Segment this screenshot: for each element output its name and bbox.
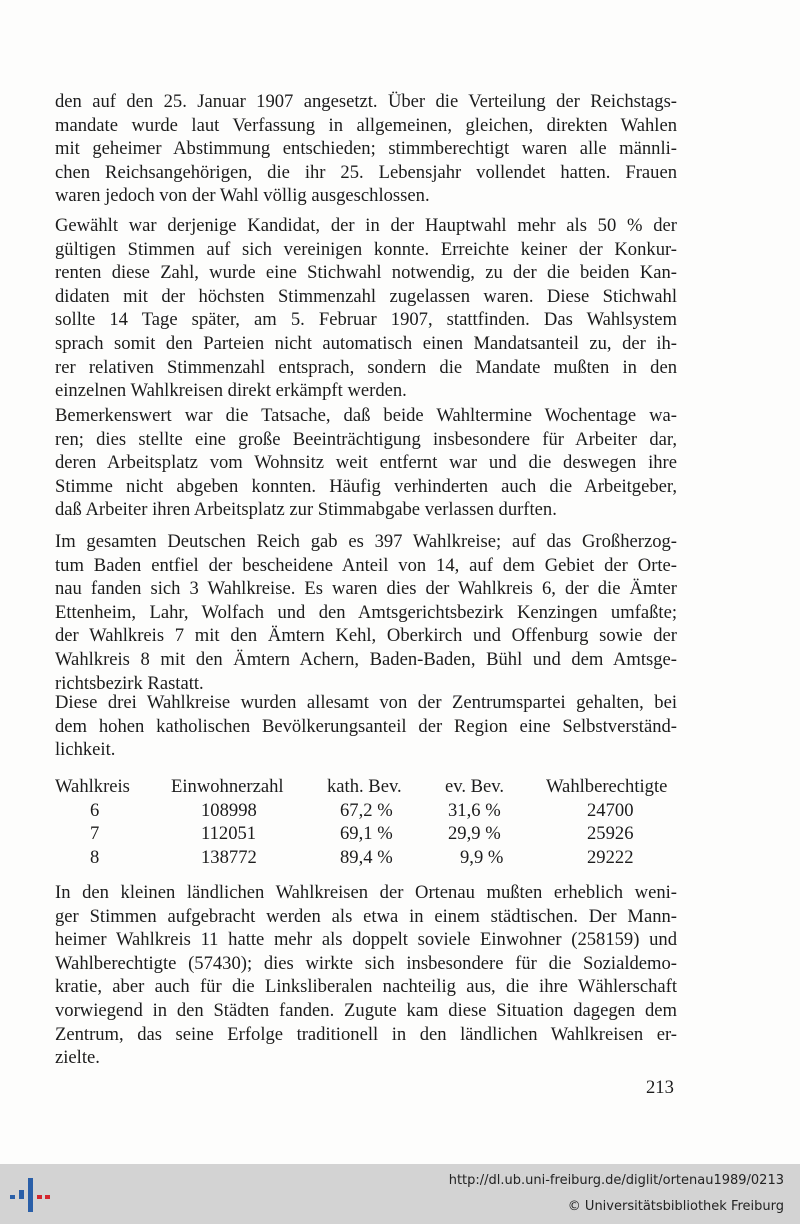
text-line: richtsbezirk Rastatt.	[55, 672, 204, 694]
table-cell: 25926	[587, 823, 634, 845]
paragraph-3	[55, 404, 677, 522]
text-line: Wahlkreis 8 mit den Ämtern Achern, Baden-Baden, Bühl und dem Amtsge-	[55, 648, 677, 670]
table-cell: 9,9 %	[460, 846, 504, 868]
text-line: Zentrum, das seine Erfolge traditionell in den ländlichen Wahlkreisen er-	[55, 1023, 677, 1045]
text-line: waren jedoch von der Wahl völlig ausgeschlossen.	[55, 185, 430, 207]
text-line: gültigen Stimmen auf sich vereinigen konnte. Erreichte keiner der Konkur-	[55, 238, 677, 260]
text-line: mandate wurde laut Verfassung in allgemeinen, gleichen, direkten Wahlen	[55, 114, 677, 136]
table-header-cell: Wahlkreis	[55, 776, 130, 797]
paragraph-5	[55, 691, 677, 762]
text-line: den auf den 25. Januar 1907 angesetzt. Über die Verteilung der Reichstags-	[55, 91, 677, 112]
text-line: Wahlberechtigte (57430); dies wirkte sich insbesondere für die Sozialdemo-	[55, 952, 677, 974]
table-cell: 89,4 %	[340, 846, 393, 868]
paragraph-2	[55, 214, 677, 403]
table-cell: 138772	[201, 846, 257, 868]
text-line: didaten mit der höchsten Stimmenzahl zugelassen waren. Diese Stichwahl	[55, 285, 677, 307]
table-cell: 112051	[201, 823, 257, 845]
text-line: vorwiegend in den Städten fanden. Zugute kam diese Situation dagegen dem	[55, 999, 677, 1021]
text-line: nau fanden sich 3 Wahlkreise. Es waren dies der Wahlkreis 6, der die Ämter	[55, 578, 677, 600]
table-cell: 8	[90, 846, 100, 868]
text-line: daß Arbeiter ihren Arbeitsplatz zur Stimmabgabe verlassen durften.	[55, 499, 557, 521]
page-number: 213	[646, 1077, 674, 1098]
text-line: ren; dies stellte eine große Beeinträchtigung insbesondere für Arbeiter dar,	[55, 428, 677, 450]
text-line: heimer Wahlkreis 11 hatte mehr als doppelt soviele Einwohner (258159) und	[55, 929, 677, 951]
text-line: ger Stimmen aufgebracht werden als etwa in einem städtischen. Der Mann-	[55, 905, 677, 927]
text-line: rer relativen Stimmenzahl entsprach, sondern die Mandate mußten in den	[55, 356, 677, 378]
text-line: Im gesamten Deutschen Reich gab es 397 Wahlkreise; auf das Großherzog-	[55, 531, 677, 552]
text-line: mit geheimer Abstimmung entschieden; stimmberechtigt waren alle männli-	[55, 138, 677, 160]
paragraph-1	[55, 90, 677, 208]
text-line: einzelnen Wahlkreisen direkt erkämpft werden.	[55, 380, 407, 402]
table-cell: 31,6 %	[448, 799, 501, 821]
table-cell: 7	[90, 823, 100, 845]
table-cell: 6	[90, 799, 100, 821]
text-line: deren Arbeitsplatz vom Wohnsitz weit entfernt war und die deswegen ihre	[55, 452, 677, 474]
text-line: sollte 14 Tage später, am 5. Februar 1907, stattfinden. Das Wahlsystem	[55, 309, 677, 331]
footer-copyright: © Universitätsbibliothek Freiburg	[567, 1199, 784, 1214]
table-cell: 29,9 %	[448, 823, 501, 845]
text-line: chen Reichsangehörigen, die ihr 25. Lebensjahr vollendet hatten. Frauen	[55, 161, 677, 183]
text-line: Stimme nicht abgeben konnten. Häufig verhinderten auch die Arbeitgeber,	[55, 475, 677, 497]
text-line: zielte.	[55, 1047, 100, 1069]
election-district-table	[55, 775, 680, 869]
paragraph-4	[55, 530, 677, 695]
table-header-cell: kath. Bev.	[327, 776, 402, 797]
table-row	[55, 846, 680, 870]
table-header-cell: Wahlberechtigte	[546, 776, 668, 797]
table-cell: 24700	[587, 799, 634, 821]
table-header-cell: Einwohnerzahl	[171, 776, 284, 797]
table-cell: 29222	[587, 846, 634, 868]
text-line: Bemerkenswert war die Tatsache, daß beide Wahltermine Wochentage wa-	[55, 405, 677, 426]
paragraph-6	[55, 881, 677, 1070]
table-cell: 69,1 %	[340, 823, 393, 845]
text-line: tum Baden entfiel der bescheidene Anteil von 14, auf dem Gebiet der Orte-	[55, 554, 677, 576]
text-line: sprach somit den Parteien nicht automatisch einen Mandatsanteil zu, der ih-	[55, 332, 677, 354]
table-cell: 108998	[201, 799, 257, 821]
text-line: kratie, aber auch für die Linksliberalen nachteilig aus, die ihre Wählerschaft	[55, 976, 677, 998]
footer-url-link[interactable]: http://dl.ub.uni-freiburg.de/diglit/ortenau1989/0213	[448, 1173, 784, 1188]
table-header-cell: ev. Bev.	[445, 776, 505, 797]
ub-freiburg-logo-icon[interactable]	[10, 1178, 50, 1212]
table-row	[55, 822, 680, 846]
text-line: renten diese Zahl, wurde eine Stichwahl notwendig, zu der die beiden Kan-	[55, 262, 677, 284]
table-header-row	[55, 775, 680, 799]
text-line: lichkeit.	[55, 739, 116, 761]
text-line: dem hohen katholischen Bevölkerungsanteil der Region eine Selbstverständ-	[55, 715, 677, 737]
footer-bar	[0, 1164, 800, 1224]
text-line: Diese drei Wahlkreise wurden allesamt von der Zentrumspartei gehalten, bei	[55, 692, 677, 713]
text-line: Gewählt war derjenige Kandidat, der in der Hauptwahl mehr als 50 % der	[55, 215, 677, 236]
table-row	[55, 799, 680, 823]
text-line: Ettenheim, Lahr, Wolfach und den Amtsgerichtsbezirk Kenzingen umfaßte;	[55, 601, 677, 623]
table-cell: 67,2 %	[340, 799, 393, 821]
text-line: In den kleinen ländlichen Wahlkreisen der Ortenau mußten erheblich weni-	[55, 882, 677, 903]
text-line: der Wahlkreis 7 mit den Ämtern Kehl, Oberkirch und Offenburg sowie der	[55, 625, 677, 647]
